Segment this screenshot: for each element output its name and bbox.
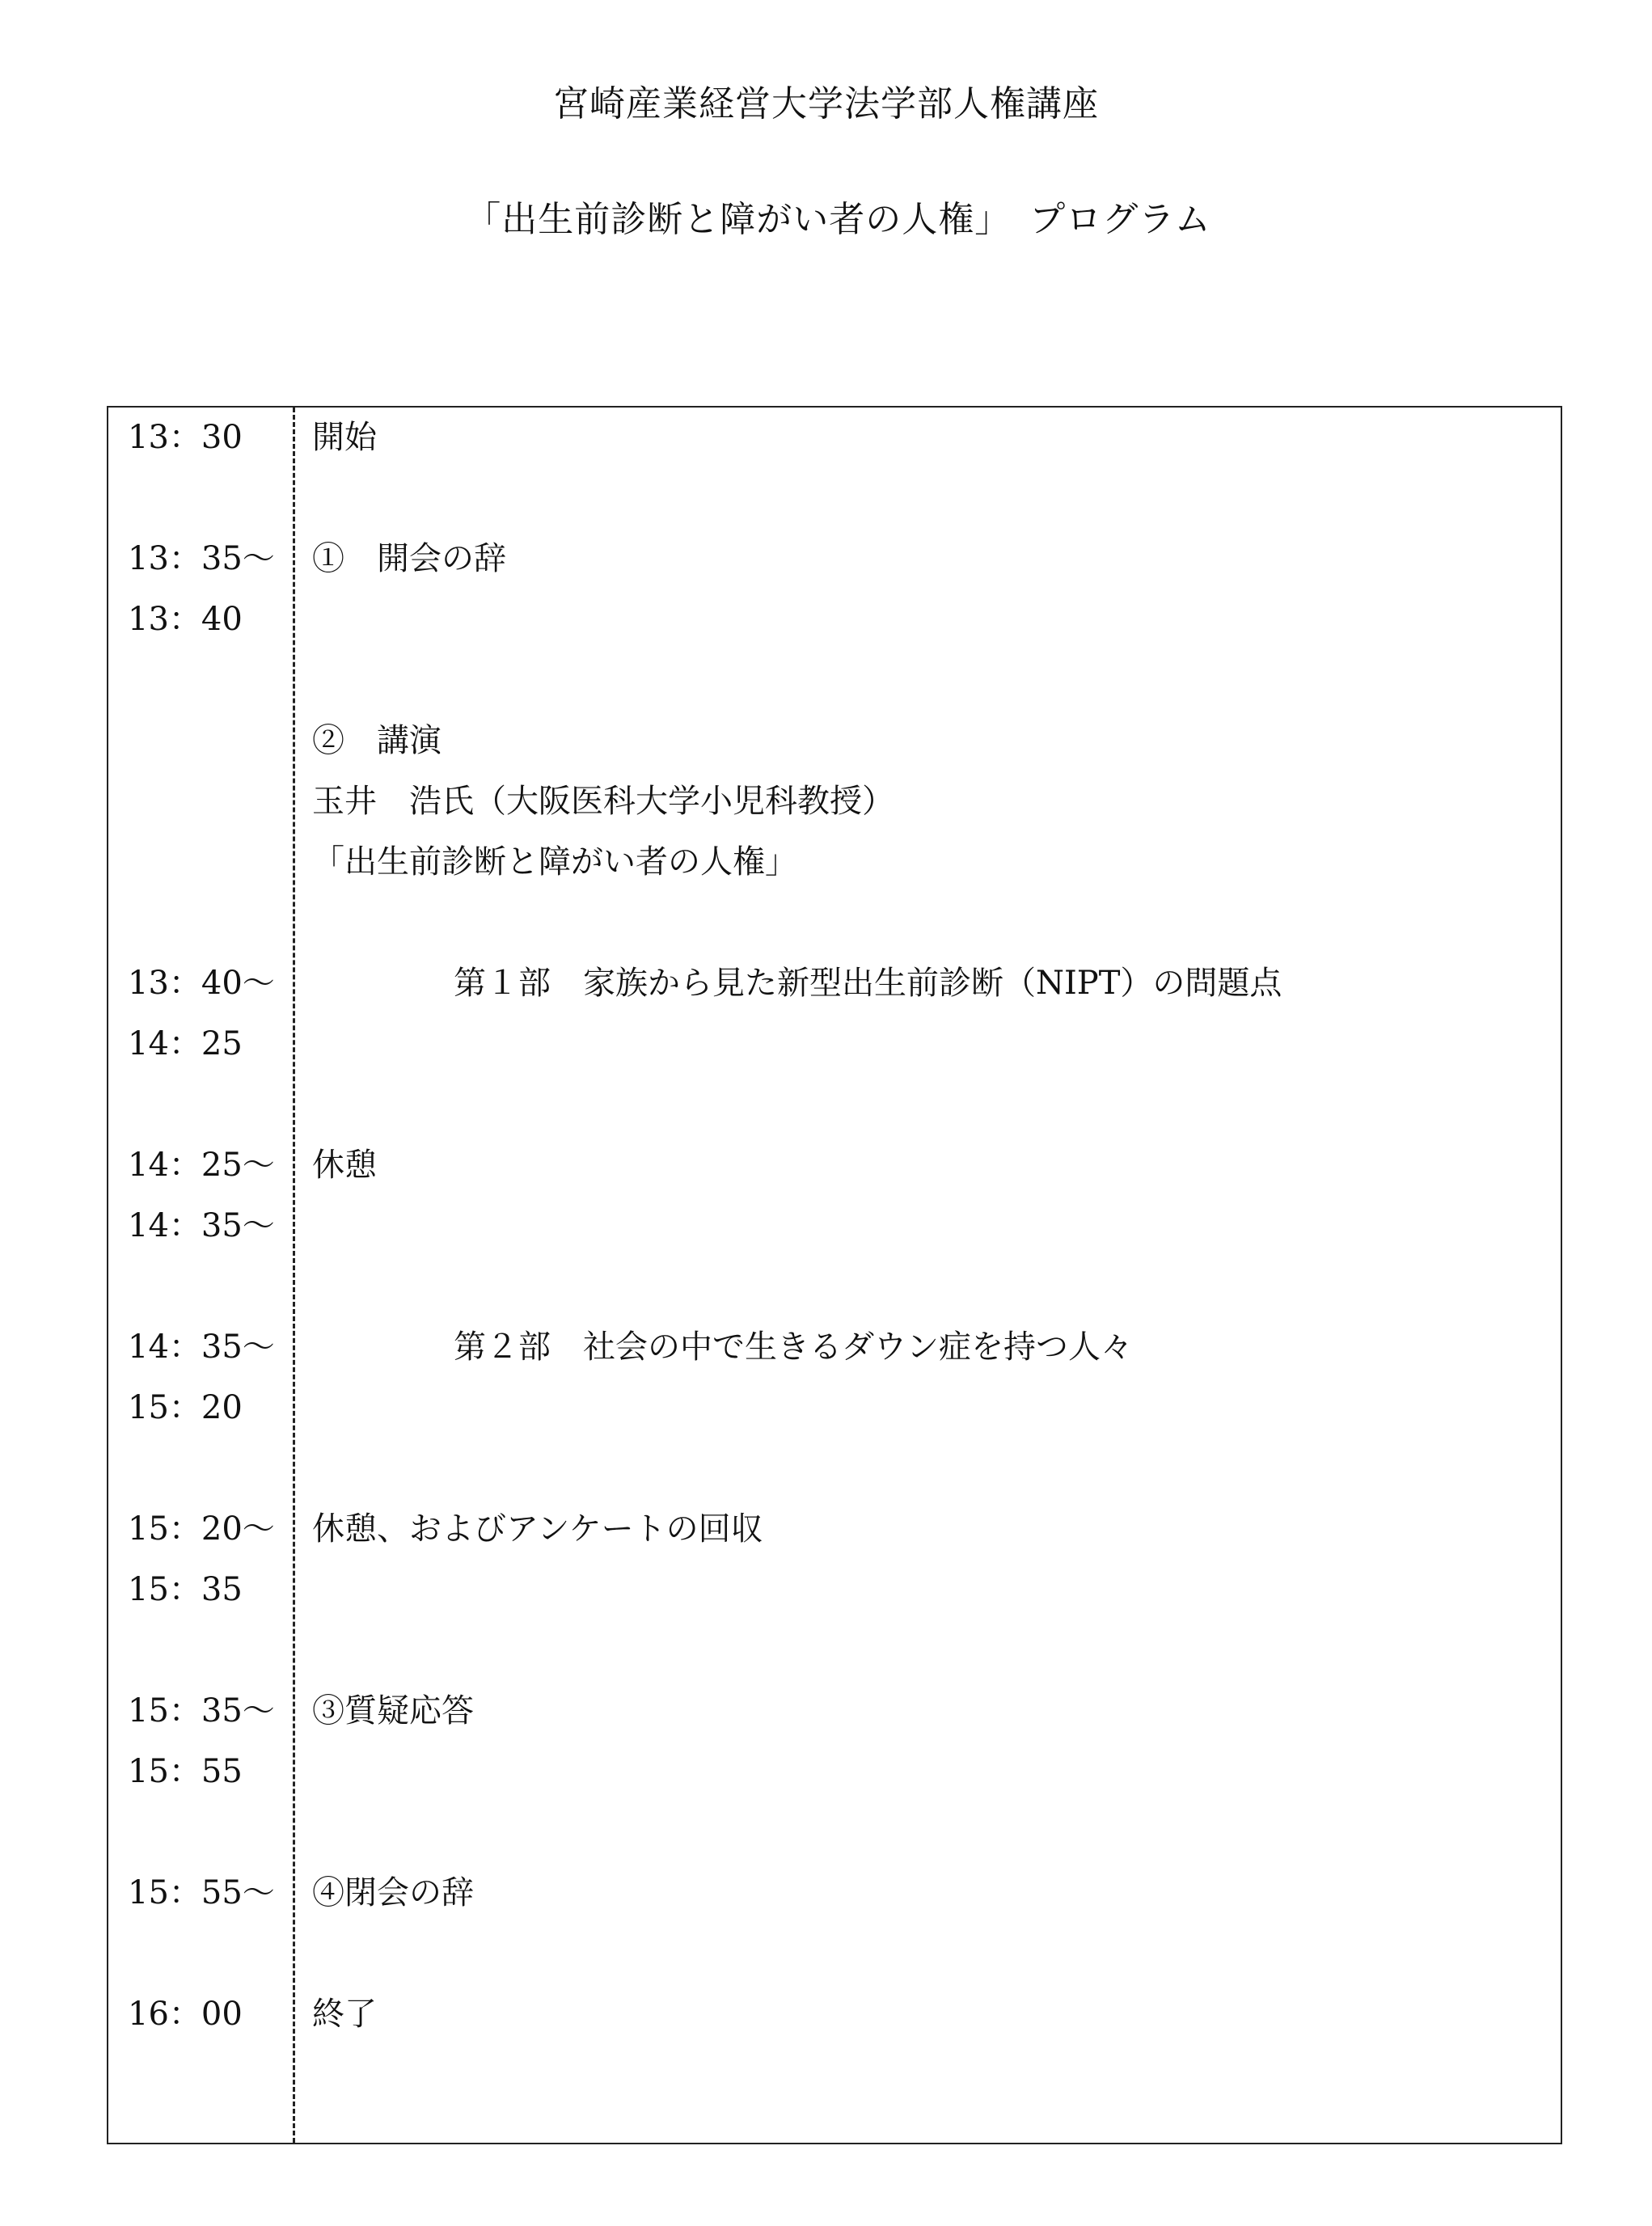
program-item-label: ② 講演 — [312, 722, 442, 759]
time-start: 15：20～ — [128, 1510, 275, 1548]
time-cell — [128, 953, 289, 1075]
time-end: 14：25 — [128, 1025, 243, 1062]
time-cell — [128, 1317, 289, 1438]
program-item-label: 終了 — [312, 1996, 377, 2033]
time-start: 14：35～ — [128, 1328, 275, 1366]
program-item-label: 第２部 社会の中で生きるダウン症を持つ人々 — [454, 1328, 1133, 1366]
time-end: 15：55 — [128, 1753, 243, 1790]
time-cell — [128, 1984, 289, 2045]
time-end: 15：20 — [128, 1389, 243, 1426]
lecture-title: 「出生前診断と障がい者の人権」 — [312, 843, 797, 881]
time-cell — [128, 1499, 289, 1620]
program-table — [107, 406, 1562, 2144]
program-item-label: 開始 — [312, 419, 377, 456]
program-item — [312, 408, 377, 468]
program-item — [312, 1984, 377, 2045]
program-item-label: 休憩 — [312, 1147, 377, 1184]
program-item — [312, 1681, 474, 1742]
time-cell — [128, 408, 289, 468]
time-start: 13：35～ — [128, 540, 275, 577]
program-item — [312, 1135, 377, 1196]
time-start: 13：40～ — [128, 965, 275, 1002]
program-item-label: ③質疑応答 — [312, 1692, 474, 1730]
dashed-column-divider — [293, 408, 295, 2143]
time-cell — [128, 529, 289, 650]
program-item-label: 休憩、およびアンケートの回収 — [312, 1510, 763, 1548]
time-cell — [128, 1863, 289, 1924]
time-cell — [128, 1681, 289, 1802]
time-start: 15：35～ — [128, 1692, 275, 1730]
lecturer-name: 玉井 浩氏（大阪医科大学小児科教授） — [312, 783, 894, 820]
time-start: 16：00 — [128, 1996, 243, 2033]
program-item — [454, 1317, 1133, 1378]
time-start: 13：30 — [128, 419, 243, 456]
program-item-label: ① 開会の辞 — [312, 540, 506, 577]
document-title: 宮崎産業経営大学法学部人権講座 — [553, 83, 1099, 125]
program-item — [312, 711, 894, 893]
document-subtitle: 「出生前診断と障がい者の人権」 プログラム — [465, 199, 1211, 240]
time-end: 13：40 — [128, 601, 243, 638]
program-item-label: 第１部 家族から見た新型出生前診断（NIPT）の問題点 — [454, 965, 1282, 1002]
program-item — [312, 529, 506, 589]
time-end: 15：35 — [128, 1571, 243, 1608]
program-item-label: ④閉会の辞 — [312, 1874, 474, 1911]
time-cell — [128, 1135, 289, 1257]
program-item — [454, 953, 1282, 1014]
time-start: 15：55～ — [128, 1874, 275, 1911]
time-end: 14：35～ — [128, 1207, 275, 1244]
time-start: 14：25～ — [128, 1147, 275, 1184]
program-item — [312, 1863, 474, 1924]
program-item — [312, 1499, 763, 1560]
